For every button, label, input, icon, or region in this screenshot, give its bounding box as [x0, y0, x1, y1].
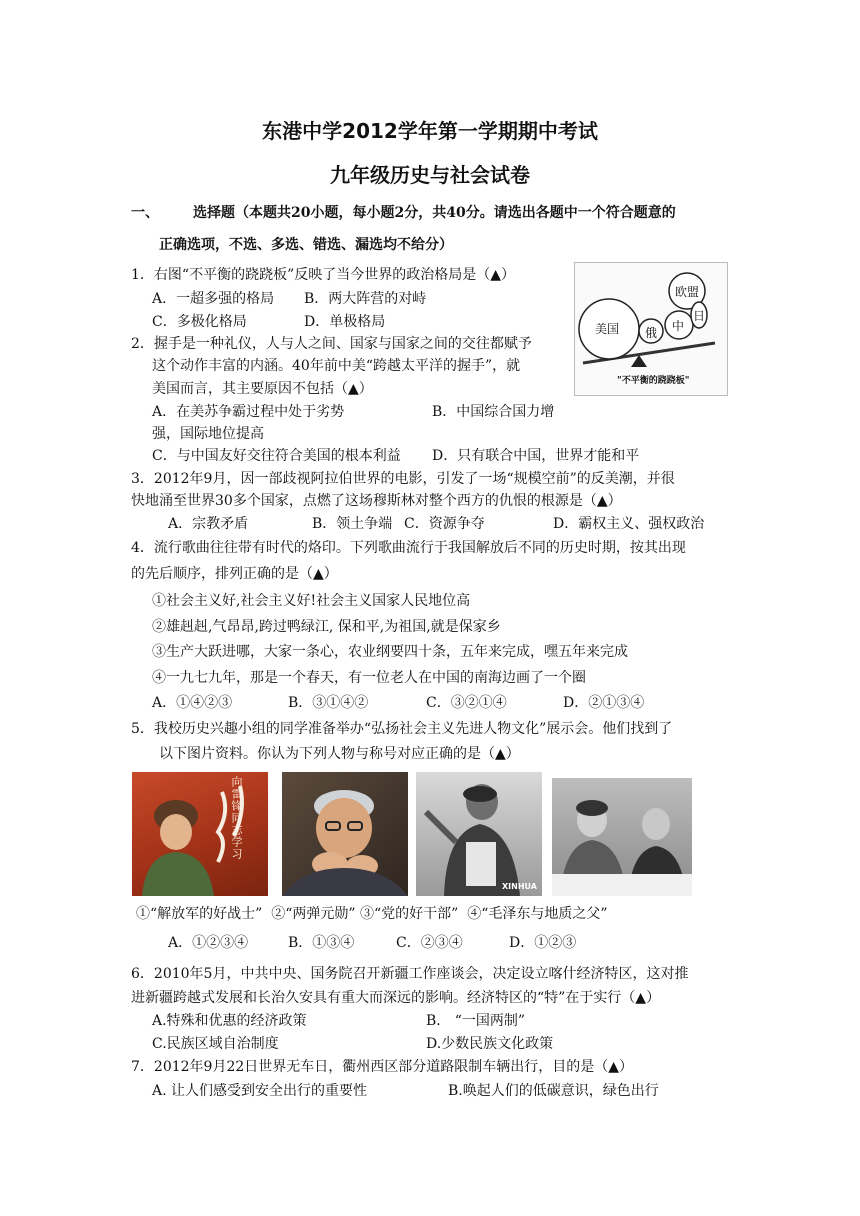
q3-option-d: D．霸权主义、强权政治 [553, 516, 705, 532]
portrait-two-men [552, 778, 692, 896]
label-eu: 欧盟 [675, 285, 700, 299]
q4-option-d: D．②①③④ [563, 695, 645, 711]
photo-watermark: XINHUA [502, 882, 537, 891]
q2-option-c: C．与中国友好交往符合美国的根本利益 [152, 448, 401, 464]
q3-option-c: C．资源争夺 [404, 516, 485, 532]
photo-inscription: 向雷锋同志学习 [230, 776, 243, 860]
q2-stem-line1: 2．握手是一种礼仪，人与人之间、国家与国家之间的交往都赋予 [131, 336, 532, 352]
q2-option-b-line1: B．中国综合国力增 [432, 404, 555, 420]
q4-song-3: ③生产大跃进哪，大家一条心，农业纲要四十条，五年来完成，嘿五年来完成 [152, 644, 628, 660]
section-number: 一、 [131, 205, 159, 221]
label-usa: 美国 [595, 322, 620, 336]
q7-option-a: A. 让人们感受到安全出行的重要性 [152, 1083, 368, 1099]
q2-stem-line2: 这个动作丰富的内涵。40年前中美“跨越太平洋的握手”，就 [152, 358, 521, 374]
q4-option-b: B．③①④② [288, 695, 369, 711]
q5-stem-line2: 以下图片资料。你认为下列人物与称号对应正确的是（▲） [159, 746, 520, 762]
label-china: 中 [672, 319, 685, 333]
q7-stem: 7．2012年9月22日世界无车日，衢州西区部分道路限制车辆出行，目的是（▲） [131, 1059, 634, 1075]
q5-photo-captions: ①“解放军的好战士” ②“两弹元勋” ③“党的好干部” ④“毛泽东与地质之父” [136, 906, 608, 922]
q4-song-1: ①社会主义好,社会主义好!社会主义国家人民地位高 [152, 593, 471, 609]
q5-option-a: A．①②③④ [168, 935, 249, 951]
portrait-cadre [416, 772, 542, 896]
q6-stem-line1: 6．2010年5月，中共中央、国务院召开新疆工作座谈会，决定设立喀什经济特区，这对推 [131, 966, 689, 982]
q5-option-c: C．②③④ [396, 935, 463, 951]
q2-option-d: D．只有联合中国，世界才能和平 [432, 448, 640, 464]
q3-option-b: B．领土争端 [312, 516, 393, 532]
q4-stem-line1: 4．流行歌曲往往带有时代的烙印。下列歌曲流行于我国解放后不同的历史时期，按其出现 [131, 540, 686, 556]
q4-option-a: A．①④②③ [152, 695, 233, 711]
q1-option-d: D．单极格局 [304, 314, 386, 330]
q1-option-b: B．两大阵营的对峙 [304, 291, 427, 307]
q3-stem-line2: 快地涌至世界30多个国家，点燃了这场穆斯林对整个西方的仇恨的根源是（▲） [131, 493, 622, 509]
q6-option-c: C.民族区域自治制度 [152, 1036, 279, 1052]
seesaw-figure [574, 262, 728, 396]
q4-song-4: ④一九七九年，那是一个春天，有一位老人在中国的南海边画了一个圈 [152, 670, 586, 686]
label-russia: 俄 [645, 326, 658, 340]
q3-option-a: A．宗教矛盾 [168, 516, 249, 532]
q6-option-d: D.少数民族文化政策 [426, 1036, 554, 1052]
q6-stem-line2: 进新疆跨越式发展和长治久安具有重大而深远的影响。经济特区的“特”在于实行（▲） [131, 990, 661, 1006]
portrait-soldier [132, 772, 268, 896]
photo-cadre [416, 772, 542, 896]
q1-option-a: A．一超多强的格局 [152, 291, 275, 307]
q5-option-b: B．①③④ [288, 935, 355, 951]
q6-option-b: B． “一国两制” [426, 1013, 526, 1029]
q4-option-c: C．③②①④ [426, 695, 507, 711]
portrait-scientist [282, 772, 408, 896]
q1-option-c: C．多极化格局 [152, 314, 247, 330]
q3-stem-line1: 3．2012年9月，因一部歧视阿拉伯世界的电影，引发了一场“规模空前”的反美潮，并很 [131, 471, 675, 487]
q4-stem-line2: 的先后顺序，排列正确的是（▲） [131, 566, 338, 582]
photo-lei-feng [132, 772, 268, 896]
q1-stem: 1．右图“不平衡的跷跷板”反映了当今世界的政治格局是（▲） [131, 267, 515, 283]
section-heading-line2: 正确选项，不选、多选、错选、漏选均不给分） [159, 237, 453, 253]
exam-title: 东港中学2012学年第一学期期中考试 [262, 119, 598, 143]
seesaw-caption: "不平衡的跷跷板" [617, 376, 690, 386]
q5-option-d: D．①②③ [509, 935, 577, 951]
q4-song-2: ②雄赳赳,气昂昂,跨过鸭绿江, 保和平,为祖国,就是保家乡 [152, 619, 501, 635]
label-japan: 日 [693, 309, 706, 323]
q2-option-b-line2: 强，国际地位提高 [152, 426, 264, 442]
q6-option-a: A.特殊和优惠的经济政策 [152, 1013, 307, 1029]
photo-mao-geologist [552, 778, 692, 896]
photo-scientist [282, 772, 408, 896]
q2-stem-line3: 美国而言，其主要原因不包括（▲） [152, 381, 373, 397]
q2-option-a: A．在美苏争霸过程中处于劣势 [152, 404, 345, 420]
q7-option-b: B.唤起人们的低碳意识，绿色出行 [448, 1083, 659, 1099]
q5-stem-line1: 5．我校历史兴趣小组的同学准备举办“弘扬社会主义先进人物文化”展示会。他们找到了 [131, 721, 673, 737]
exam-subtitle: 九年级历史与社会试卷 [330, 163, 530, 187]
section-heading-line1: 选择题（本题共20小题，每小题2分，共40分。请选出各题中一个符合题意的 [193, 205, 676, 221]
